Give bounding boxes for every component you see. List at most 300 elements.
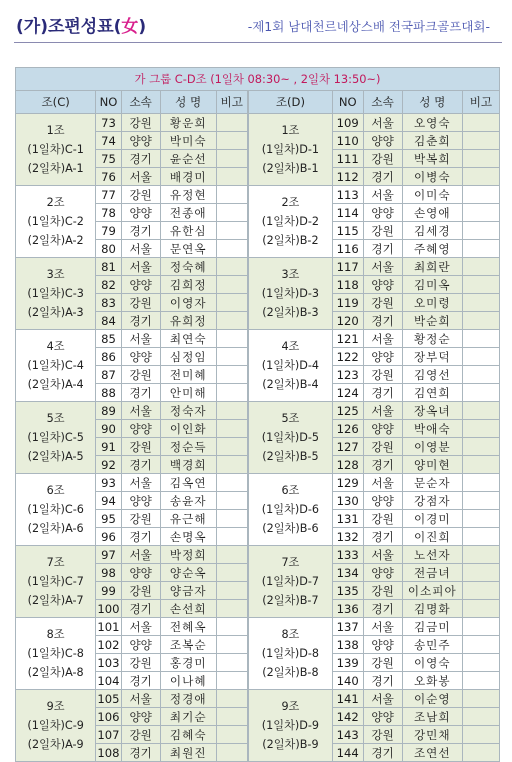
table-row [16, 402, 500, 420]
player-name: 송민주 [402, 636, 462, 654]
player-no: 141 [332, 690, 363, 708]
group-day2: (2일차)B-9 [262, 738, 319, 751]
player-note [462, 420, 499, 438]
player-no: 126 [332, 420, 363, 438]
player-name: 장부덕 [402, 348, 462, 366]
group-day1: (1일차)C-4 [27, 359, 84, 372]
group-label: 5조 [281, 412, 300, 425]
player-name: 오미령 [402, 294, 462, 312]
player-affiliation: 서울 [363, 258, 402, 276]
player-affiliation: 경기 [121, 312, 160, 330]
col-affil-right: 소속 [363, 91, 402, 114]
group-cell-c [16, 114, 96, 186]
player-note [216, 402, 248, 420]
player-name: 심정임 [160, 348, 216, 366]
col-name-right: 성 명 [402, 91, 462, 114]
player-name: 오영숙 [402, 114, 462, 132]
player-affiliation: 서울 [121, 546, 160, 564]
player-note [462, 258, 499, 276]
player-name: 양금자 [160, 582, 216, 600]
player-affiliation: 양양 [363, 636, 402, 654]
player-name: 박애숙 [402, 420, 462, 438]
group-day2: (2일차)B-7 [262, 594, 319, 607]
col-note-left: 비고 [216, 91, 248, 114]
player-no: 115 [332, 222, 363, 240]
group-day1: (1일차)C-9 [27, 719, 84, 732]
player-name: 유희정 [160, 312, 216, 330]
col-group-c: 조(C) [16, 91, 96, 114]
player-no: 107 [97, 727, 120, 742]
grouping-table [15, 67, 500, 762]
player-no: 96 [96, 528, 121, 546]
page-subtitle: -제1회 남대천르네상스배 전국파크골프대회- [247, 19, 490, 34]
player-name: 이영분 [402, 438, 462, 456]
group-band: 가 그룹 C-D조 (1일차 08:30~ , 2일차 13:50~) [16, 68, 500, 91]
player-affiliation: 서울 [363, 474, 402, 492]
player-no: 105 [97, 691, 120, 706]
player-no: 92 [96, 456, 121, 474]
player-affiliation: 경기 [121, 222, 160, 240]
player-name: 양순옥 [160, 564, 216, 582]
player-name: 박복희 [402, 150, 462, 168]
group-cell-c [16, 474, 96, 546]
player-affiliation: 강원 [121, 726, 160, 744]
group-day2: (2일차)A-8 [27, 666, 84, 679]
player-note [462, 150, 499, 168]
group-cell-c [16, 690, 96, 762]
player-affiliation: 경기 [363, 744, 402, 762]
player-affiliation: 강원 [363, 438, 402, 456]
player-no: 78 [96, 204, 121, 222]
player-name: 이소피아 [402, 582, 462, 600]
player-name: 최희란 [402, 258, 462, 276]
player-name: 송윤자 [160, 492, 216, 510]
player-name: 이병숙 [402, 168, 462, 186]
player-no: 119 [332, 294, 363, 312]
player-note [216, 600, 248, 618]
player-affiliation: 강원 [121, 510, 160, 528]
player-note [462, 168, 499, 186]
player-no: 106 [97, 709, 120, 724]
player-name: 유한심 [160, 222, 216, 240]
player-name: 정순득 [160, 438, 216, 456]
player-name: 조남희 [402, 708, 462, 726]
player-name: 김세경 [402, 222, 462, 240]
player-note [462, 204, 499, 222]
player-affiliation: 서울 [363, 690, 402, 708]
group-day2: (2일차)B-4 [262, 378, 319, 391]
player-name: 최연숙 [160, 330, 216, 348]
player-no: 81 [96, 258, 121, 276]
group-day2: (2일차)B-5 [262, 450, 319, 463]
player-note [462, 222, 499, 240]
player-name: 최기순 [160, 708, 216, 726]
player-name: 전종애 [160, 204, 216, 222]
player-no: 90 [96, 420, 121, 438]
col-affil-left: 소속 [121, 91, 160, 114]
player-name: 손명옥 [160, 528, 216, 546]
player-note [216, 672, 248, 690]
player-no: 144 [332, 744, 363, 762]
group-label: 3조 [281, 268, 300, 281]
player-no: 118 [332, 276, 363, 294]
player-note [216, 114, 248, 132]
player-affiliation: 경기 [363, 240, 402, 258]
player-note [216, 294, 248, 312]
player-affiliation: 서울 [363, 330, 402, 348]
table-row [16, 690, 500, 708]
player-no: 108 [97, 745, 120, 760]
player-name: 장옥녀 [402, 402, 462, 420]
group-cell-d [248, 258, 333, 330]
player-no: 111 [332, 150, 363, 168]
player-note [462, 690, 499, 708]
player-name: 백경희 [160, 456, 216, 474]
player-affiliation: 양양 [363, 132, 402, 150]
player-no: 99 [96, 582, 121, 600]
player-no: 122 [332, 348, 363, 366]
player-affiliation: 양양 [363, 348, 402, 366]
player-affiliation: 강원 [121, 366, 160, 384]
player-name: 김혜숙 [160, 726, 216, 744]
group-day1: (1일차)C-3 [27, 287, 84, 300]
player-no: 73 [96, 114, 121, 132]
player-no: 103 [97, 655, 120, 670]
player-note [462, 744, 499, 762]
player-affiliation: 경기 [121, 744, 160, 762]
group-day1: (1일차)D-8 [261, 647, 320, 660]
player-affiliation: 서울 [363, 618, 402, 636]
player-no: 102 [97, 637, 120, 652]
player-note [462, 600, 499, 618]
player-affiliation: 양양 [363, 204, 402, 222]
player-affiliation: 양양 [121, 348, 160, 366]
player-note [216, 168, 248, 186]
group-day2: (2일차)B-2 [262, 234, 319, 247]
player-no: 127 [332, 438, 363, 456]
player-name: 전혜옥 [160, 618, 216, 636]
player-affiliation: 강원 [363, 366, 402, 384]
player-name: 강민채 [402, 726, 462, 744]
player-affiliation: 강원 [363, 222, 402, 240]
player-name: 정경애 [160, 690, 216, 708]
player-affiliation: 양양 [121, 204, 160, 222]
player-note [462, 114, 499, 132]
player-note [216, 150, 248, 168]
group-label: 9조 [46, 700, 65, 713]
player-no: 125 [332, 402, 363, 420]
player-affiliation: 경기 [363, 384, 402, 402]
player-affiliation: 양양 [363, 492, 402, 510]
player-no: 80 [96, 240, 121, 258]
player-affiliation: 강원 [363, 150, 402, 168]
player-affiliation: 서울 [121, 258, 160, 276]
player-note [216, 492, 248, 510]
group-label: 1조 [281, 124, 300, 137]
player-no: 89 [96, 402, 121, 420]
player-note [462, 402, 499, 420]
player-name: 홍경미 [160, 654, 216, 672]
player-note [216, 564, 248, 582]
player-no: 82 [96, 276, 121, 294]
player-no: 75 [96, 150, 121, 168]
player-name: 이미숙 [402, 186, 462, 204]
player-name: 김미옥 [402, 276, 462, 294]
group-day2: (2일차)A-3 [27, 306, 84, 319]
player-affiliation: 서울 [121, 168, 160, 186]
player-affiliation: 양양 [363, 276, 402, 294]
player-affiliation: 경기 [121, 150, 160, 168]
group-label: 2조 [46, 196, 65, 209]
player-note [462, 564, 499, 582]
group-day1: (1일차)D-3 [261, 287, 320, 300]
player-affiliation: 양양 [121, 132, 160, 150]
player-affiliation: 경기 [363, 672, 402, 690]
player-note [216, 276, 248, 294]
player-note [216, 474, 248, 492]
table-row [16, 330, 500, 348]
group-cell-d [248, 690, 333, 762]
player-name: 황운희 [160, 114, 216, 132]
player-note [462, 132, 499, 150]
player-note [462, 528, 499, 546]
player-no: 136 [332, 600, 363, 618]
player-note [216, 528, 248, 546]
group-day2: (2일차)A-2 [27, 234, 84, 247]
group-label: 4조 [281, 340, 300, 353]
player-name: 정숙혜 [160, 258, 216, 276]
player-note [216, 726, 248, 744]
player-affiliation: 양양 [121, 276, 160, 294]
player-affiliation: 서울 [121, 402, 160, 420]
player-no: 142 [332, 708, 363, 726]
player-no: 91 [96, 438, 121, 456]
player-no: 113 [332, 186, 363, 204]
player-note [216, 204, 248, 222]
player-affiliation: 경기 [121, 384, 160, 402]
player-affiliation: 강원 [363, 294, 402, 312]
player-no: 95 [96, 510, 121, 528]
player-note [216, 222, 248, 240]
player-note [462, 366, 499, 384]
group-day1: (1일차)D-5 [261, 431, 320, 444]
player-no: 97 [96, 546, 121, 564]
player-no: 114 [332, 204, 363, 222]
group-cell-c [16, 402, 96, 474]
player-name: 양미현 [402, 456, 462, 474]
group-label: 7조 [281, 556, 300, 569]
player-note [462, 654, 499, 672]
player-note [462, 582, 499, 600]
col-name-left: 성 명 [160, 91, 216, 114]
group-cell-d [248, 186, 333, 258]
player-note [216, 618, 248, 636]
player-note [216, 348, 248, 366]
player-affiliation: 양양 [121, 708, 160, 726]
group-cell-d [248, 618, 333, 690]
player-note [216, 510, 248, 528]
player-affiliation: 강원 [121, 294, 160, 312]
player-note [462, 312, 499, 330]
player-affiliation: 양양 [121, 420, 160, 438]
player-affiliation: 경기 [121, 528, 160, 546]
player-note [216, 456, 248, 474]
player-note [216, 186, 248, 204]
player-name: 이영숙 [402, 654, 462, 672]
player-affiliation: 강원 [363, 582, 402, 600]
group-label: 5조 [46, 412, 65, 425]
player-affiliation: 강원 [121, 654, 160, 672]
player-no: 135 [332, 582, 363, 600]
player-note [216, 654, 248, 672]
player-no: 109 [332, 114, 363, 132]
player-name: 이영자 [160, 294, 216, 312]
player-note [462, 330, 499, 348]
player-note [216, 366, 248, 384]
group-cell-d [248, 474, 333, 546]
group-cell-c [16, 186, 96, 258]
group-cell-c [16, 618, 96, 690]
player-affiliation: 경기 [363, 456, 402, 474]
player-note [462, 510, 499, 528]
player-name: 김희정 [160, 276, 216, 294]
group-label: 2조 [281, 196, 300, 209]
player-name: 이진희 [402, 528, 462, 546]
group-day2: (2일차)A-1 [27, 162, 84, 175]
group-cell-c [16, 546, 96, 618]
player-no: 138 [332, 636, 363, 654]
player-name: 황정순 [402, 330, 462, 348]
player-affiliation: 강원 [121, 114, 160, 132]
player-no: 98 [96, 564, 121, 582]
player-no: 110 [332, 132, 363, 150]
table-row [16, 186, 500, 204]
player-no: 117 [332, 258, 363, 276]
player-no: 101 [97, 619, 120, 634]
player-affiliation: 서울 [363, 402, 402, 420]
player-note [216, 582, 248, 600]
group-day2: (2일차)A-5 [27, 450, 84, 463]
player-name: 손선희 [160, 600, 216, 618]
player-name: 조연선 [402, 744, 462, 762]
player-name: 김춘희 [402, 132, 462, 150]
player-no: 100 [97, 601, 120, 616]
player-no: 120 [332, 312, 363, 330]
player-no: 93 [96, 474, 121, 492]
player-note [216, 438, 248, 456]
player-note [462, 348, 499, 366]
col-no-left: NO [96, 91, 121, 114]
group-day1: (1일차)C-2 [27, 215, 84, 228]
player-affiliation: 강원 [363, 726, 402, 744]
player-affiliation: 경기 [121, 600, 160, 618]
player-name: 김금미 [402, 618, 462, 636]
player-no: 77 [96, 186, 121, 204]
group-day1: (1일차)D-9 [261, 719, 320, 732]
group-label: 6조 [46, 484, 65, 497]
player-name: 김영선 [402, 366, 462, 384]
table-row [16, 474, 500, 492]
table-row [16, 258, 500, 276]
player-affiliation: 경기 [363, 528, 402, 546]
group-day2: (2일차)B-6 [262, 522, 319, 535]
group-cell-c [16, 330, 96, 402]
player-affiliation: 강원 [121, 582, 160, 600]
group-label: 7조 [46, 556, 65, 569]
group-day1: (1일차)C-5 [27, 431, 84, 444]
player-note [216, 708, 248, 726]
player-name: 김명화 [402, 600, 462, 618]
player-affiliation: 경기 [363, 600, 402, 618]
group-day2: (2일차)B-1 [262, 162, 319, 175]
player-note [216, 636, 248, 654]
header-rule [14, 42, 502, 43]
player-affiliation: 양양 [363, 708, 402, 726]
player-no: 131 [332, 510, 363, 528]
player-name: 박미숙 [160, 132, 216, 150]
player-affiliation: 서울 [121, 330, 160, 348]
player-note [216, 240, 248, 258]
player-no: 129 [332, 474, 363, 492]
player-name: 오화봉 [402, 672, 462, 690]
player-affiliation: 강원 [363, 510, 402, 528]
player-note [462, 456, 499, 474]
player-affiliation: 경기 [363, 312, 402, 330]
group-day1: (1일차)C-7 [27, 575, 84, 588]
player-name: 최원진 [160, 744, 216, 762]
player-no: 137 [332, 618, 363, 636]
player-name: 이인화 [160, 420, 216, 438]
player-affiliation: 양양 [121, 492, 160, 510]
player-note [216, 312, 248, 330]
group-label: 3조 [46, 268, 65, 281]
player-name: 박순희 [402, 312, 462, 330]
page-header [14, 14, 498, 38]
player-affiliation: 강원 [121, 186, 160, 204]
player-affiliation: 서울 [363, 186, 402, 204]
player-note [462, 672, 499, 690]
player-note [462, 438, 499, 456]
player-affiliation: 서울 [363, 114, 402, 132]
page-title: (가)조편성표(女) [16, 17, 147, 37]
group-day1: (1일차)D-2 [261, 215, 320, 228]
player-name: 문순자 [402, 474, 462, 492]
table-row [16, 546, 500, 564]
player-name: 전미혜 [160, 366, 216, 384]
player-name: 손영애 [402, 204, 462, 222]
player-no: 85 [96, 330, 121, 348]
player-no: 94 [96, 492, 121, 510]
player-name: 윤순선 [160, 150, 216, 168]
player-affiliation: 강원 [363, 654, 402, 672]
col-no-right: NO [332, 91, 363, 114]
player-name: 조복순 [160, 636, 216, 654]
group-cell-d [248, 402, 333, 474]
player-note [216, 258, 248, 276]
group-day1: (1일차)C-6 [27, 503, 84, 516]
col-group-d: 조(D) [248, 91, 333, 114]
player-name: 주혜영 [402, 240, 462, 258]
player-note [216, 690, 248, 708]
group-label: 1조 [46, 124, 65, 137]
player-no: 121 [332, 330, 363, 348]
player-affiliation: 양양 [121, 564, 160, 582]
player-note [462, 294, 499, 312]
player-note [462, 186, 499, 204]
group-cell-d [248, 330, 333, 402]
player-no: 88 [96, 384, 121, 402]
player-name: 김옥연 [160, 474, 216, 492]
